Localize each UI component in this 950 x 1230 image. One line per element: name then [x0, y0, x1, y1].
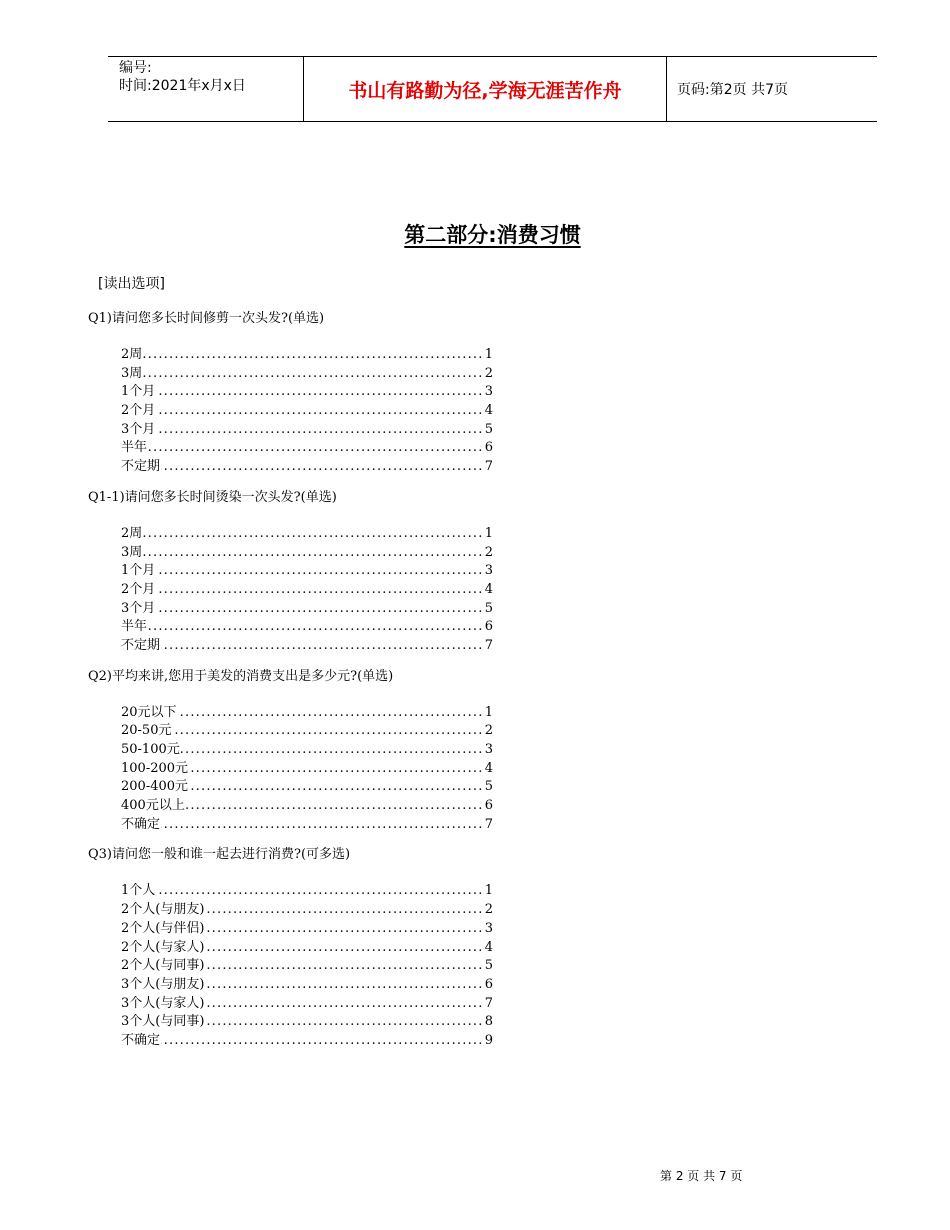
- option-code: 2: [484, 722, 493, 741]
- option-label: 半年: [121, 619, 148, 635]
- answer-option: [121, 976, 493, 995]
- option-label: 半年: [121, 440, 148, 456]
- answer-option: [121, 920, 493, 939]
- option-code: 1: [484, 346, 493, 365]
- option-label: 2个人(与同事): [121, 958, 205, 974]
- dot-leader: [121, 346, 483, 365]
- answer-option: [121, 618, 493, 637]
- dot-leader: [121, 581, 483, 600]
- answer-option: [121, 939, 493, 958]
- question-text: Q1)请问您多长时间修剪一次头发?(单选): [88, 311, 325, 326]
- option-code: 3: [484, 562, 493, 581]
- option-code: 4: [484, 402, 493, 421]
- dot-leader: [121, 882, 483, 901]
- option-label: 2个月: [121, 581, 156, 597]
- option-label: 不确定: [121, 816, 161, 832]
- question-block: [88, 309, 568, 477]
- option-label: 2周: [121, 347, 143, 362]
- option-label: 不确定: [121, 1032, 161, 1048]
- answer-option: [121, 525, 493, 544]
- answer-option: [121, 722, 493, 741]
- section-title: 第二部分:消费习惯: [404, 223, 581, 247]
- option-label: 2个人(与家人): [121, 939, 205, 955]
- question-list: [88, 309, 568, 1062]
- option-code: 3: [484, 741, 493, 760]
- answer-option: [121, 365, 493, 384]
- answer-option: [121, 458, 493, 477]
- option-code: 9: [484, 1032, 493, 1051]
- option-label: 3个人(与同事): [121, 1014, 205, 1030]
- option-label: 2个月: [121, 403, 156, 419]
- option-code: 7: [484, 637, 493, 656]
- option-code: 5: [484, 600, 493, 619]
- dot-leader: [121, 562, 483, 581]
- question-block: [88, 488, 568, 656]
- option-code: 6: [484, 976, 493, 995]
- option-code: 1: [484, 704, 493, 723]
- option-code: 4: [484, 760, 493, 779]
- question-text: Q3)请问您一般和谁一起去进行消费?(可多选): [88, 847, 351, 863]
- option-label: 3个人(与朋友): [121, 976, 205, 992]
- option-code: 7: [484, 458, 493, 477]
- option-label: 3个人(与家人): [121, 995, 205, 1011]
- answer-option: [121, 901, 493, 920]
- question-block: [88, 845, 568, 1050]
- answer-option: [121, 637, 493, 656]
- instruction-note: [读出选项]: [98, 276, 165, 292]
- option-label: 400元以上: [121, 798, 185, 814]
- answer-option: [121, 1032, 493, 1051]
- option-code: 3: [484, 383, 493, 402]
- answer-option: [121, 383, 493, 402]
- option-code: 7: [484, 995, 493, 1014]
- option-code: 6: [484, 797, 493, 816]
- answer-option: [121, 995, 493, 1014]
- answer-option: [121, 421, 493, 440]
- option-code: 3: [484, 920, 493, 939]
- option-code: 1: [484, 525, 493, 544]
- dot-leader: [121, 600, 483, 619]
- option-label: 3个月: [121, 421, 156, 437]
- option-label: 100-200元: [121, 760, 189, 776]
- option-label: 2个人(与伴侣): [121, 920, 205, 936]
- dot-leader: [121, 383, 483, 402]
- dot-leader: [121, 544, 483, 563]
- option-code: 6: [484, 439, 493, 458]
- answer-option: [121, 957, 493, 976]
- option-code: 5: [484, 421, 493, 440]
- answer-option: [121, 741, 493, 760]
- dot-leader: [121, 637, 483, 656]
- dot-leader: [121, 365, 483, 384]
- option-code: 7: [484, 816, 493, 835]
- option-code: 4: [484, 581, 493, 600]
- option-code: 5: [484, 957, 493, 976]
- dot-leader: [121, 402, 483, 421]
- option-label: 20-50元: [121, 723, 172, 739]
- answer-option: [121, 562, 493, 581]
- option-label: 20元以下: [121, 704, 177, 720]
- document-number-label: 编号:: [119, 60, 152, 76]
- answer-option: [121, 600, 493, 619]
- answer-option: [121, 402, 493, 421]
- dot-leader: [121, 439, 483, 458]
- answer-option: [121, 1013, 493, 1032]
- option-code: 2: [484, 901, 493, 920]
- document-date: 时间:2021年x月x日: [119, 78, 246, 94]
- question-text: Q2)平均来讲,您用于美发的消费支出是多少元?(单选): [88, 668, 394, 684]
- dot-leader: [121, 722, 483, 741]
- page-header: [108, 56, 877, 122]
- dot-leader: [121, 458, 483, 477]
- option-label: 1个月: [121, 563, 156, 579]
- dot-leader: [121, 1032, 483, 1051]
- option-label: 不定期: [121, 459, 161, 475]
- dot-leader: [121, 816, 483, 835]
- header-meta: [108, 57, 304, 121]
- option-code: 5: [484, 778, 493, 797]
- option-code: 2: [484, 365, 493, 384]
- page-footer: 第 2 页 共 7 页: [660, 1169, 743, 1183]
- dot-leader: [121, 421, 483, 440]
- option-code: 8: [484, 1013, 493, 1032]
- question-text: Q1-1)请问您多长时间烫染一次头发?(单选): [88, 489, 337, 505]
- option-label: 50-100元: [121, 742, 180, 757]
- option-code: 2: [484, 544, 493, 563]
- dot-leader: [121, 618, 483, 637]
- question-block: [88, 667, 568, 835]
- option-label: 3周: [121, 365, 143, 381]
- option-code: 4: [484, 939, 493, 958]
- header-page-info: 页码:第2页 共7页: [677, 82, 788, 98]
- answer-option: [121, 346, 493, 365]
- answer-option: [121, 581, 493, 600]
- answer-option: [121, 760, 493, 779]
- option-label: 3周: [121, 544, 143, 560]
- answer-option: [121, 797, 493, 816]
- option-label: 1个月: [121, 384, 156, 400]
- option-label: 2个人(与朋友): [121, 902, 205, 918]
- answer-option: [121, 704, 493, 723]
- header-motto: 书山有路勤为径,学海无涯苦作舟: [304, 57, 667, 121]
- answer-option: [121, 439, 493, 458]
- dot-leader: [121, 525, 483, 544]
- option-label: 200-400元: [121, 779, 189, 795]
- option-code: 6: [484, 618, 493, 637]
- option-label: 3个月: [121, 600, 156, 616]
- option-label: 1个人: [121, 883, 156, 899]
- answer-option: [121, 544, 493, 563]
- answer-option: [121, 778, 493, 797]
- answer-option: [121, 882, 493, 901]
- option-label: 2周: [121, 525, 143, 541]
- answer-option: [121, 816, 493, 835]
- option-label: 不定期: [121, 637, 161, 653]
- option-code: 1: [484, 882, 493, 901]
